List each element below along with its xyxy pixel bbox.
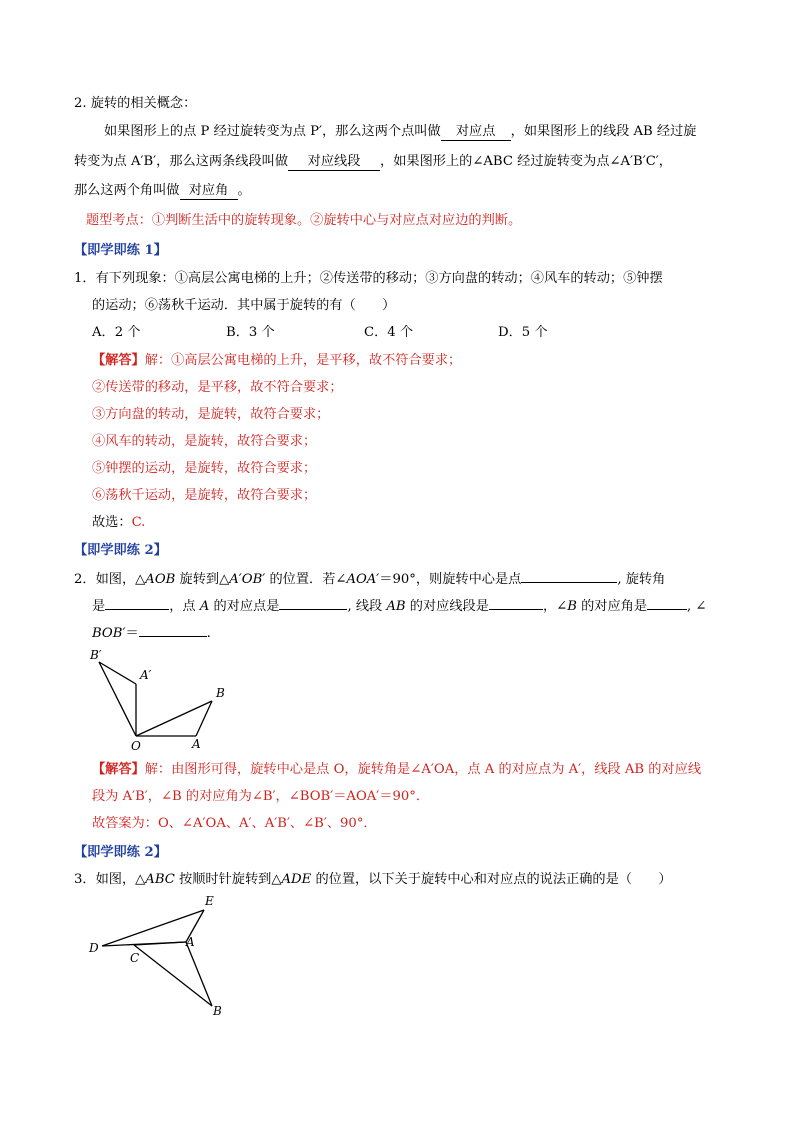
blank-bob	[139, 622, 207, 637]
label-a: A	[192, 737, 201, 751]
option-d: D．5 个	[498, 325, 548, 340]
blank-segment	[489, 595, 543, 610]
blank-angle	[105, 595, 169, 610]
blank-corresponding-angle	[647, 595, 687, 610]
concept-line-3: 那么这两个角叫做 对应角 。	[74, 183, 251, 198]
concept-line-2: 转变为点 A′B′，那么这两条线段叫做 对应线段 ，如果图形上的∠ABC 经过旋转变为点∠A′B′C′，	[74, 154, 672, 169]
label-c: C	[130, 951, 140, 965]
label-d: D	[89, 941, 99, 955]
concept-line-1: 如果图形上的点 P 经过旋转变为点 P′，那么这两个点叫做 对应点 ，如果图形上的线段 AB 经过旋	[104, 124, 697, 139]
question-2-line-1: 2．如图，△AOB 旋转到△A′OB′ 的位置．若∠AOA′＝90°，则旋转中心是点 , 旋转角	[74, 568, 665, 590]
answer-1-line-4: ④风车的转动，是旋转，故符合要求；	[92, 434, 317, 449]
label-a-prime: A′	[140, 668, 152, 682]
label-b: B	[216, 686, 225, 700]
segment-b-a	[196, 701, 212, 736]
label-a: A	[186, 935, 195, 949]
blank-center	[521, 568, 617, 583]
section-title: 2. 旋转的相关概念：	[74, 96, 197, 111]
option-a: A．2 个	[92, 325, 141, 340]
label-e: E	[205, 894, 214, 908]
answer-2-line-2: 段为 A′B′，∠B 的对应角为∠B′，∠BOB′＝AOA′＝90°．	[92, 789, 430, 804]
label-b-prime: B′	[90, 648, 102, 662]
answer-1-line-2: ②传送带的移动，是平移，故不符合要求；	[92, 380, 343, 395]
answer-1-line-6: ⑥荡秋千运动，是旋转，故符合要求；	[92, 488, 317, 503]
answer-2-line-1: 【解答】解：由图形可得，旋转中心是点 O，旋转角是∠A′OA，点 A 的对应点为 A′，线段 AB 的对应线	[92, 762, 702, 777]
answer-1-line-1: 【解答】解：①高层公寓电梯的上升，是平移，故不符合要求；	[92, 353, 462, 368]
answer-1-choice: 故选：C.	[92, 515, 146, 530]
option-b: B．3 个	[226, 325, 275, 340]
question-2-line-3: BOB′＝ .	[92, 622, 211, 644]
answer-1-line-5: ⑤钟摆的运动，是旋转，故符合要求；	[92, 461, 317, 476]
label-b: B	[213, 1004, 222, 1018]
question-2-line-2: 是 ，点 A 的对应点是 , 线段 AB 的对应线段是 ，∠B 的对应角是 , ∠	[92, 595, 706, 617]
focus-note: 题型考点：①判断生活中的旋转现象。②旋转中心与对应点对应边的判断。	[86, 213, 522, 228]
exercise-2-header: 【即学即练 2】	[74, 543, 167, 558]
answer-blank-3: 对应角	[180, 183, 238, 200]
answer-2-line-3: 故答案为：O、∠A′OA、A′、A′B′、∠B′、90°．	[92, 816, 377, 831]
answer-blank-2: 对应线段	[288, 154, 380, 171]
rotation-figure-aob	[84, 644, 244, 756]
exercise-3-header: 【即学即练 2】	[74, 845, 167, 860]
question-3-line-1: 3．如图，△ABC 按顺时针旋转到△ADE 的位置，以下关于旋转中心和对应点的说法正确的是（ ）	[74, 872, 672, 887]
question-1-line-1: 1．有下列现象：①高层公寓电梯的上升；②传送带的移动；③方向盘的转动；④风车的转动；⑤钟摆	[74, 271, 663, 286]
answer-blank-1: 对应点	[441, 124, 511, 141]
option-c: C．4 个	[364, 325, 414, 340]
segment-o-b	[136, 701, 212, 736]
answer-1-line-3: ③方向盘的转动，是旋转，故符合要求；	[92, 407, 330, 422]
question-1-line-2: 的运动；⑥荡秋千运动．其中属于旋转的有（ ）	[92, 298, 396, 313]
label-o: O	[131, 739, 141, 753]
rotation-figure-abc	[82, 888, 232, 1020]
blank-point	[279, 595, 347, 610]
exercise-1-header: 【即学即练 1】	[74, 243, 167, 258]
